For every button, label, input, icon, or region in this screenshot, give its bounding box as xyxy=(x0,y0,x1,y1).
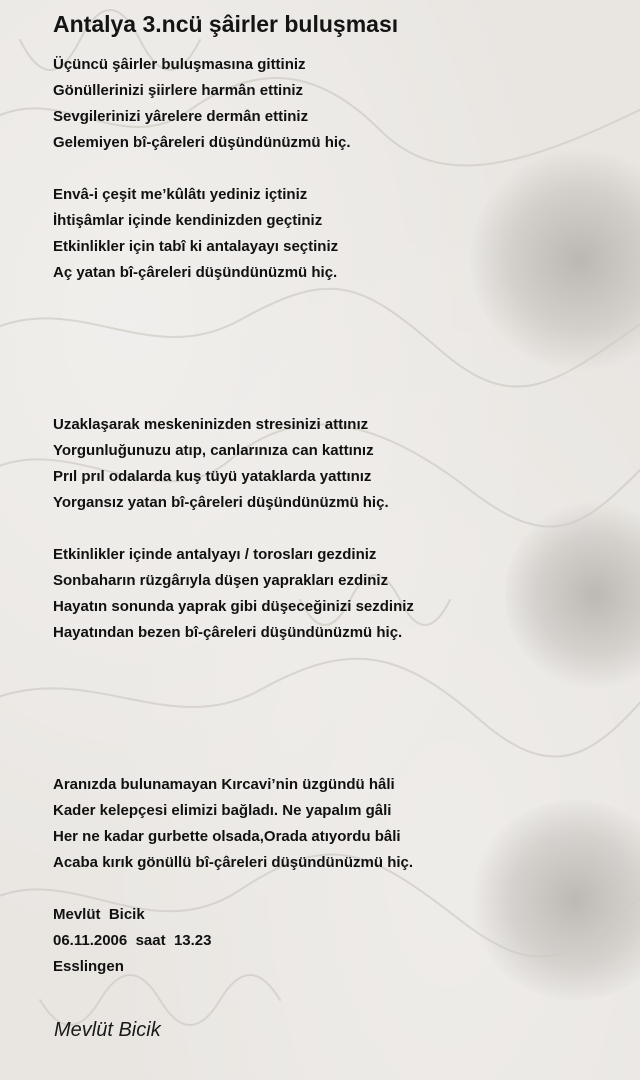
poem-line: Hayatın sonunda yaprak gibi düşeceğinizi sezdiniz xyxy=(53,598,414,615)
stanza-4 xyxy=(53,542,414,646)
author-name: Mevlüt Bicik xyxy=(53,906,145,923)
poem-line: Sonbaharın rüzgârıyla düşen yaprakları ezdiniz xyxy=(53,572,389,589)
poem-line: Aç yatan bî-çâreleri düşündünüzmü hiç. xyxy=(53,264,338,281)
stanza-5 xyxy=(53,772,413,876)
stanza-3 xyxy=(53,412,389,516)
poem-line: Gelemiyen bî-çâreleri düşündünüzmü hiç. xyxy=(53,134,351,151)
date-time: 06.11.2006 saat 13.23 xyxy=(53,932,212,949)
signature: Mevlüt Bicik xyxy=(54,1019,161,1041)
page-title: Antalya 3.ncü şâirler buluşması xyxy=(53,11,399,37)
poem-line: Sevgilerinizi yârelere dermân ettiniz xyxy=(53,108,309,125)
poem-line: Prıl prıl odalarda kuş tüyü yataklarda yattınız xyxy=(53,468,372,485)
poem-line: Etkinlikler için tabî ki antalayayı seçtiniz xyxy=(53,238,339,255)
poem-line: Etkinlikler içinde antalyayı / torosları gezdiniz xyxy=(53,546,377,563)
poem-line: Yorgansız yatan bî-çâreleri düşündünüzmü hiç. xyxy=(53,494,389,511)
poem-line: Uzaklaşarak meskeninizden stresinizi attınız xyxy=(53,416,369,433)
poem-line: Hayatından bezen bî-çâreleri düşündünüzmü hiç. xyxy=(53,624,403,641)
poem-line: İhtişâmlar içinde kendinizden geçtiniz xyxy=(53,212,323,229)
author-info xyxy=(53,902,211,980)
poem-line: Acaba kırık gönüllü bî-çâreleri düşündünüzmü hiç. xyxy=(53,854,414,871)
poem-line: Aranızda bulunamayan Kırcavi’nin üzgündü hâli xyxy=(53,776,395,793)
poem-line: Envâ-i çeşit me’kûlâtı yediniz içtiniz xyxy=(53,186,308,203)
poem-line: Kader kelepçesi elimizi bağladı. Ne yapalım gâli xyxy=(53,802,392,819)
poem-line: Üçüncü şâirler buluşmasına gittiniz xyxy=(53,56,306,73)
stanza-2 xyxy=(53,182,338,286)
poem-line: Yorgunluğunuzu atıp, canlarınıza can kattınız xyxy=(53,442,374,459)
poem-line: Gönüllerinizi şiirlere harmân ettiniz xyxy=(53,82,304,99)
poem-line: Her ne kadar gurbette olsada,Orada atıyordu bâli xyxy=(53,828,401,845)
stanza-1 xyxy=(53,52,351,156)
location: Esslingen xyxy=(53,958,124,975)
